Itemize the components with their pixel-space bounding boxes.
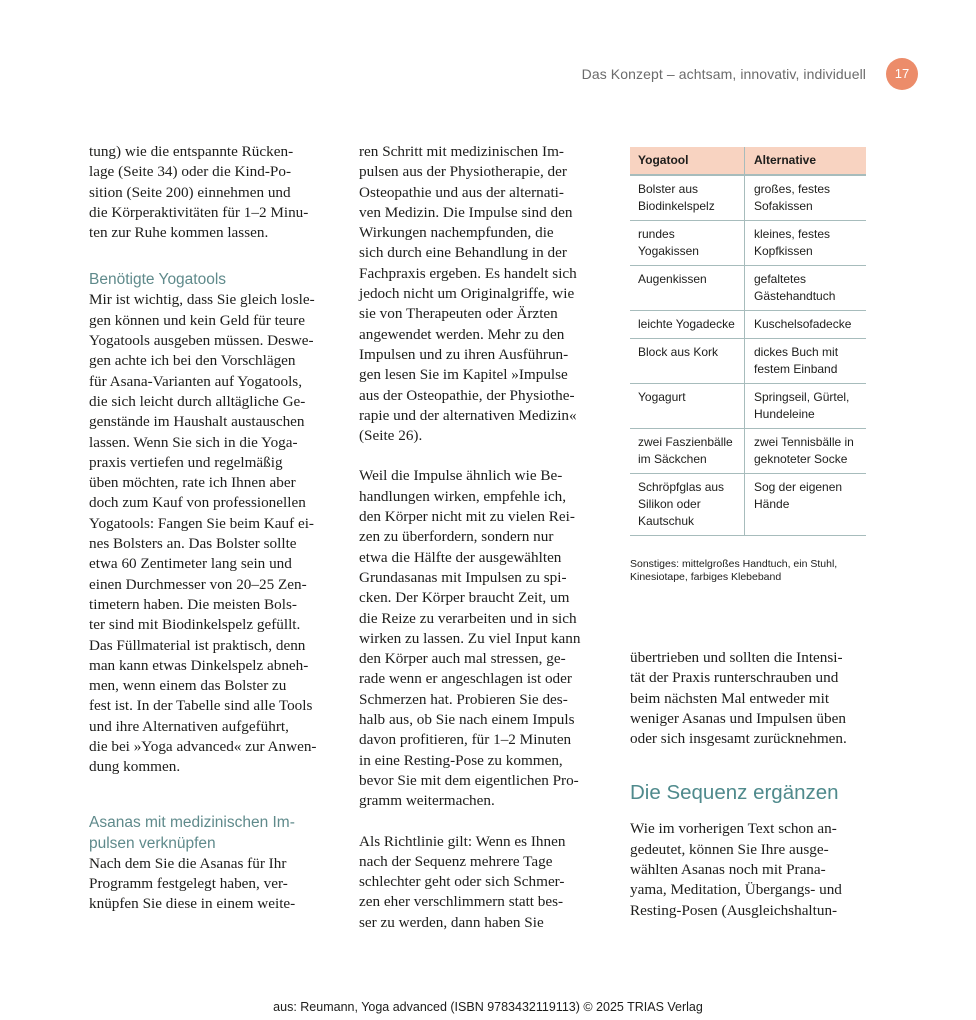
- text-line: ter sind mit Biodinkelspelz gefüllt.: [89, 616, 301, 634]
- text-line: ten zur Ruhe kommen lassen.: [89, 224, 269, 242]
- text-line: für Asana-Varianten auf Yogatools,: [89, 372, 302, 390]
- text-line: sich durch eine Behandlung in der: [359, 244, 567, 262]
- running-title: Das Konzept – achtsam, innovativ, individuell: [581, 66, 866, 82]
- text-line: lassen. Wenn Sie sich in die Yoga-: [89, 433, 298, 451]
- table-cell-line: Hände: [754, 497, 790, 511]
- text-line: schlechter geht oder sich Schmer-: [359, 873, 565, 891]
- table-row: [630, 429, 866, 474]
- text-line: Yogatools ausgeben müssen. Deswe-: [89, 332, 314, 350]
- table-header: [630, 147, 866, 176]
- text-line: Wie im vorherigen Text schon an-: [630, 820, 837, 838]
- table-cell-line: kleines, festes: [754, 227, 831, 241]
- text-line: Programm festgelegt haben, ver-: [89, 874, 288, 892]
- text-line: Grundasanas mit Impulsen zu spi-: [359, 568, 567, 586]
- table-row: [630, 176, 866, 221]
- text-line: praxis vertiefen und regelmäßig: [89, 453, 283, 471]
- text-line: ser zu werden, dann haben Sie: [359, 913, 544, 931]
- table-cell-line: Biodinkelspelz: [638, 199, 715, 213]
- table-cell-line: Kopfkissen: [754, 244, 813, 258]
- text-line: Impulsen und zu ihren Ausführun-: [359, 345, 569, 363]
- table-cell-line: rundes: [638, 227, 675, 241]
- text-line: beim nächsten Mal entweder mit: [630, 689, 830, 707]
- impulse-description-paragraph: [359, 142, 599, 446]
- table-cell-line: im Säckchen: [638, 452, 707, 466]
- text-line: gedeutet, können Sie Ihre ausge-: [630, 840, 829, 858]
- table-cell-line: Silikon oder: [638, 497, 701, 511]
- text-line: Als Richtlinie gilt: Wenn es Ihnen: [359, 832, 566, 850]
- table-cell-line: geknoteter Socke: [754, 452, 848, 466]
- text-line: gramm weitermachen.: [359, 792, 495, 810]
- table-cell-yogatool: [630, 311, 745, 338]
- text-line: Fachpraxis ergeben. Es handelt sich: [359, 264, 577, 282]
- text-line: gen lesen Sie im Kapitel »Impulse: [359, 366, 568, 384]
- text-line: gen können und kein Geld für teure: [89, 311, 305, 329]
- text-line: halb aus, ob Sie nach einem Impuls: [359, 711, 575, 729]
- table-cell-line: Yogakissen: [638, 244, 699, 258]
- text-line: Schmerzen hat. Probieren Sie des-: [359, 690, 568, 708]
- text-line: in eine Resting-Pose zu kommen,: [359, 751, 563, 769]
- text-line: bevor Sie mit dem eigentlichen Pro-: [359, 771, 579, 789]
- table-cell-line: Block aus Kork: [638, 345, 719, 359]
- table-cell-line: Kautschuk: [638, 514, 695, 528]
- text-line: den Körper auch mal stressen, ge-: [359, 650, 566, 668]
- text-line: einen Durchmesser von 20–25 Zen-: [89, 575, 307, 593]
- text-line: angewendet werden. Mehr zu den: [359, 325, 565, 343]
- table-cell-alternative: [745, 221, 866, 265]
- table-row: [630, 474, 866, 536]
- text-line: pulsen aus der Physiotherapie, der: [359, 163, 567, 181]
- text-line: Resting-Posen (Ausgleichshaltun-: [630, 901, 838, 919]
- table-cell-line: Schröpfglas aus: [638, 480, 725, 494]
- text-line: üben möchten, rate ich Ihnen aber: [89, 474, 296, 492]
- text-line: davon profitieren, für 1–2 Minuten: [359, 731, 572, 749]
- text-line: zen eher verschlimmern statt bes-: [359, 893, 564, 911]
- text-line: men, wenn einem das Bolster zu: [89, 677, 287, 695]
- text-line: Weil die Impulse ähnlich wie Be-: [359, 467, 563, 485]
- text-line: Das Füllmaterial ist praktisch, denn: [89, 636, 306, 654]
- table-header-yogatool: Yogatool: [630, 147, 745, 174]
- impulse-paragraph: [89, 854, 329, 915]
- subheading-yogatools: Benötigte Yogatools: [89, 271, 227, 289]
- text-line: timetern haben. Die meisten Bols-: [89, 595, 297, 613]
- text-line: sie von Therapeuten oder Ärzten: [359, 305, 558, 323]
- column-1: [89, 142, 329, 915]
- text-line: gen achte ich bei den Vorschlägen: [89, 352, 296, 370]
- text-line: Nach dem Sie die Asanas für Ihr: [89, 854, 287, 872]
- table-row: [630, 266, 866, 311]
- text-line: sition (Seite 200) einnehmen und: [89, 183, 291, 201]
- text-line: die bei »Yoga advanced« zur Anwen-: [89, 738, 317, 756]
- table-cell-alternative: [745, 474, 866, 535]
- text-line: wählten Asanas noch mit Prana-: [630, 861, 826, 879]
- text-line: rade wenn er angeschlagen ist oder: [359, 670, 572, 688]
- text-line: ven Medizin. Die Impulse sind den: [359, 203, 573, 221]
- text-line: oder sich insgesamt zurücknehmen.: [630, 730, 847, 748]
- text-line: tät der Praxis runterschrauben und: [630, 669, 839, 687]
- table-cell-line: zwei Tennisbälle in: [754, 435, 854, 449]
- text-line: handlungen wirken, empfehle ich,: [359, 487, 567, 505]
- text-line: die sich leicht durch alltägliche Ge-: [89, 392, 306, 410]
- text-line: yama, Meditation, Übergangs- und: [630, 881, 842, 899]
- text-line: den Körper nicht mit zu vielen Rei-: [359, 508, 575, 526]
- text-line: übertrieben und sollten die Intensi-: [630, 649, 843, 666]
- page-number-badge: 17: [886, 58, 918, 90]
- table-cell-line: Kuschelsofadecke: [754, 317, 852, 331]
- text-line: dung kommen.: [89, 758, 181, 776]
- table-cell-line: dickes Buch mit: [754, 345, 839, 359]
- table-cell-alternative: [745, 384, 866, 428]
- table-cell-alternative: [745, 266, 866, 310]
- text-line: genstände im Haushalt austauschen: [89, 413, 305, 431]
- text-line: nes Bolsters an. Das Bolster sollte: [89, 535, 297, 553]
- text-line: etwa 60 Zentimeter lang sein und: [89, 555, 292, 573]
- table-note: [630, 558, 875, 584]
- text-line: etwa die Hälfte der ausgewählten: [359, 548, 562, 566]
- column-2: [359, 142, 599, 933]
- text-line: tung) wie die entspannte Rücken-: [89, 143, 294, 160]
- text-line: Yogatools: Fangen Sie beim Kauf ei-: [89, 514, 314, 532]
- footer-credit: aus: Reumann, Yoga advanced (ISBN 9783432119113) © 2025 TRIAS Verlag: [273, 1000, 703, 1014]
- table-cell-line: zwei Faszienbälle: [638, 435, 733, 449]
- table-row: [630, 339, 866, 384]
- text-line: lage (Seite 34) oder die Kind-Po-: [89, 163, 292, 181]
- text-line: Osteopathie und aus der alternati-: [359, 183, 564, 201]
- text-line: aus der Osteopathie, der Physiothe-: [359, 386, 575, 404]
- yogatools-table: [630, 147, 866, 536]
- section-heading: Die Sequenz ergänzen: [630, 781, 839, 805]
- table-header-alternative: Alternative: [754, 153, 817, 167]
- text-line: wirken zu lassen. Zu viel Input kann: [359, 629, 581, 647]
- text-line: nach der Sequenz mehrere Tage: [359, 852, 553, 870]
- continuation-paragraph: [630, 648, 875, 749]
- table-cell-line: Sofakissen: [754, 199, 813, 213]
- table-cell-line: Yogagurt: [638, 390, 686, 404]
- table-note-line: Kinesiotape, farbiges Klebeband: [630, 571, 782, 583]
- table-cell-line: leichte Yogadecke: [638, 317, 735, 331]
- table-cell-line: Sog der eigenen: [754, 480, 843, 494]
- table-row: [630, 311, 866, 339]
- table-cell-line: großes, festes: [754, 182, 831, 196]
- table-cell-line: festem Einband: [754, 362, 838, 376]
- table-row: [630, 384, 866, 429]
- yogatools-paragraph: [89, 290, 329, 777]
- text-line: die Reize zu verarbeiten und in sich: [359, 609, 577, 627]
- table-cell-yogatool: [630, 339, 745, 383]
- table-row: [630, 221, 866, 266]
- sequence-paragraph: [630, 819, 875, 920]
- text-line: rapie und der alternativen Medizin«: [359, 406, 577, 424]
- table-cell-yogatool: [630, 221, 745, 265]
- text-line: jedoch nicht um Originalgriffe, wie: [359, 285, 575, 303]
- text-line: Wirkungen nachempfunden, die: [359, 224, 554, 242]
- text-line: (Seite 26).: [359, 427, 423, 445]
- table-note-line: Sonstiges: mittelgroßes Handtuch, ein Stuhl,: [630, 558, 838, 570]
- table-cell-yogatool: [630, 266, 745, 310]
- text-line: knüpfen Sie diese in einem weite-: [89, 895, 296, 913]
- text-line: die Körperaktivitäten für 1–2 Minu-: [89, 203, 309, 221]
- table-cell-line: Bolster aus: [638, 182, 699, 196]
- table-body: [630, 176, 866, 536]
- subheading-impulse: [89, 812, 329, 854]
- text-line: doch zum Kauf von professionellen: [89, 494, 306, 512]
- table-cell-line: gefaltetes: [754, 272, 807, 286]
- intro-paragraph: [89, 142, 329, 243]
- text-line: Mir ist wichtig, dass Sie gleich losle-: [89, 291, 315, 309]
- table-cell-alternative: [745, 339, 866, 383]
- table-cell-yogatool: [630, 474, 745, 535]
- table-cell-yogatool: [630, 176, 745, 220]
- column-3: [630, 648, 875, 921]
- text-line: ren Schritt mit medizinischen Im-: [359, 143, 564, 160]
- subheading-line: pulsen verknüpfen: [89, 834, 216, 852]
- text-line: fest ist. In der Tabelle sind alle Tools: [89, 697, 313, 715]
- impulse-dosage-paragraph: [359, 466, 599, 811]
- table-cell-line: Hundeleine: [754, 407, 815, 421]
- text-line: und ihre Alternativen aufgeführt,: [89, 717, 289, 735]
- text-line: cken. Der Körper braucht Zeit, um: [359, 589, 570, 607]
- text-line: zen zu überfordern, sondern nur: [359, 528, 554, 546]
- table-cell-line: Springseil, Gürtel,: [754, 390, 850, 404]
- table-cell-alternative: [745, 176, 866, 220]
- table-cell-alternative: [745, 429, 866, 473]
- table-cell-yogatool: [630, 429, 745, 473]
- subheading-line: Asanas mit medizinischen Im-: [89, 813, 295, 831]
- guideline-paragraph: [359, 832, 599, 933]
- table-cell-line: Gästehandtuch: [754, 289, 836, 303]
- table-cell-line: Augenkissen: [638, 272, 707, 286]
- table-cell-alternative: [745, 311, 866, 338]
- table-cell-yogatool: [630, 384, 745, 428]
- text-line: man kann etwas Dinkelspelz abneh-: [89, 656, 309, 674]
- text-line: weniger Asanas und Impulsen üben: [630, 709, 846, 727]
